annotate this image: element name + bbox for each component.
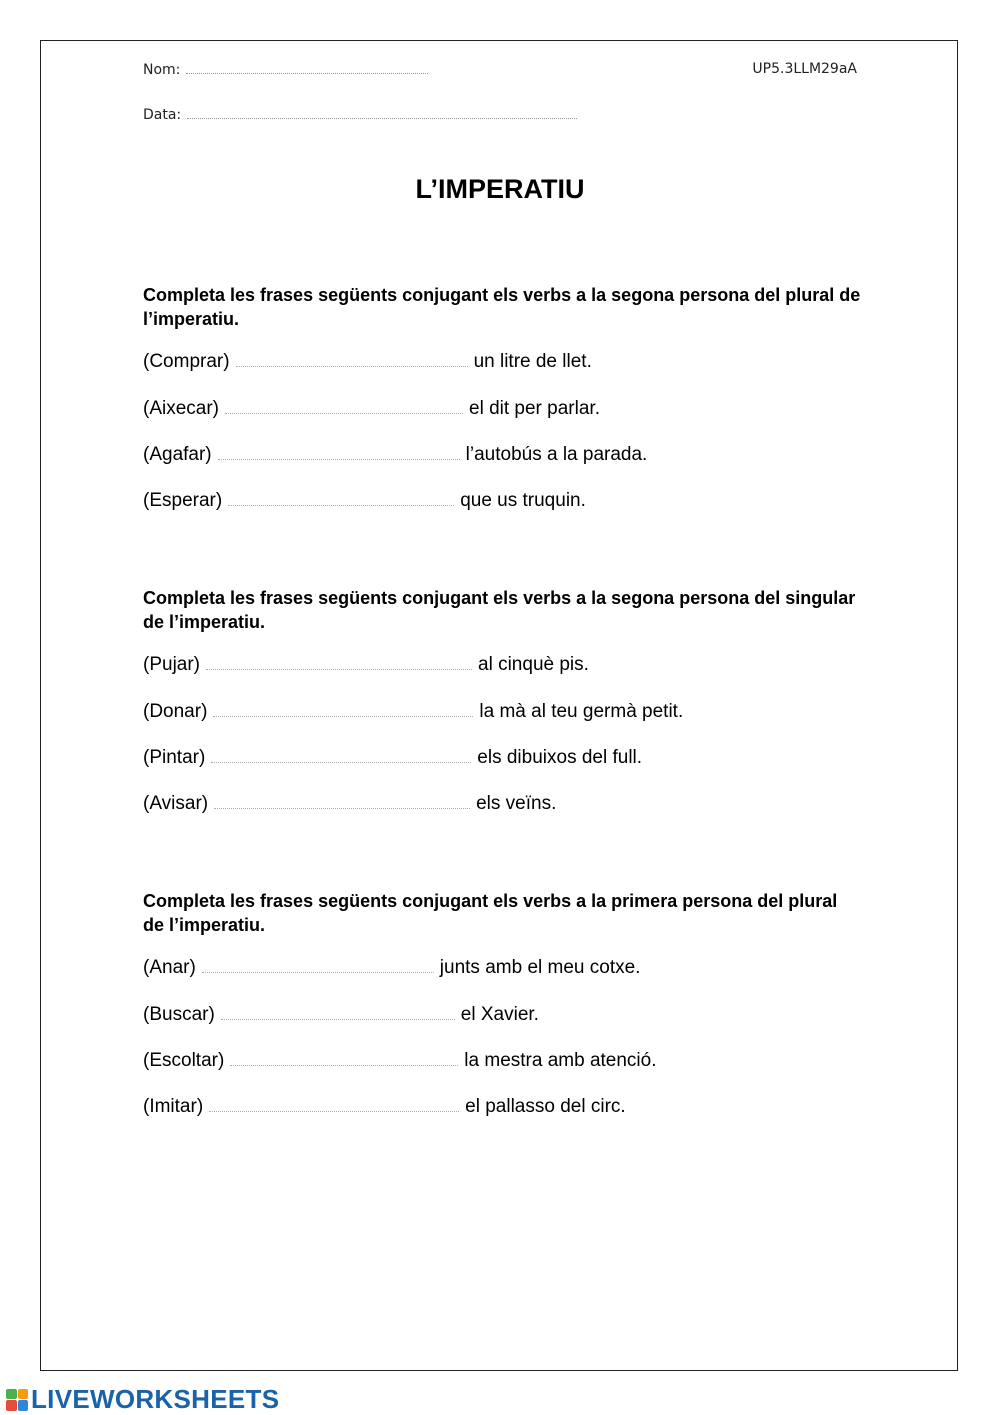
name-label: Nom: [143,62,181,78]
exercise-row [143,444,647,466]
sentence-rest: els veïns. [476,793,557,814]
sentence-rest: el pallasso del circ. [465,1096,626,1117]
sentence-rest: junts amb el meu cotxe. [439,957,641,978]
answer-blank[interactable] [213,702,473,717]
answer-blank[interactable] [206,655,472,670]
sentence-rest: l’autobús a la parada. [465,444,648,465]
exercise-row [143,793,556,815]
name-field [143,61,428,78]
answer-blank[interactable] [230,1051,458,1066]
verb-hint: (Buscar) [143,1004,215,1025]
exercise-row [143,1050,657,1072]
answer-blank[interactable] [218,445,460,460]
verb-hint: (Avisar) [143,793,209,814]
sentence-rest: que us truquin. [460,490,586,511]
sentence-rest: el Xavier. [460,1004,539,1025]
verb-hint: (Donar) [143,701,208,722]
sentence-rest: el dit per parlar. [469,398,600,419]
verb-hint: (Comprar) [143,351,230,372]
verb-hint: (Escoltar) [143,1050,225,1071]
exercise-row [143,654,589,676]
exercise-row [143,1004,539,1026]
section-1-instruction: Completa les frases següents conjugant els verbs a la segona persona del plural de l’imperatiu. [143,285,861,329]
exercise-row [143,351,592,373]
sentence-rest: els dibuixos del full. [477,747,643,768]
verb-hint: (Aixecar) [143,398,220,419]
section-3-instruction: Completa les frases següents conjugant els verbs a la primera persona del plural de l’imperatiu. [143,891,838,935]
answer-blank[interactable] [225,399,463,414]
answer-blank[interactable] [202,958,434,973]
answer-blank[interactable] [228,491,454,506]
verb-hint: (Esperar) [143,490,223,511]
verb-hint: (Pujar) [143,654,201,675]
sentence-rest: un litre de llet. [473,351,592,372]
logo-text: LIVEWORKSHEETS [31,1384,280,1414]
answer-blank[interactable] [221,1005,455,1020]
date-field [143,106,577,123]
worksheet-code: UP5.3LLM29aA [752,61,857,77]
exercise-row [143,398,600,420]
sentence-rest: al cinquè pis. [478,654,589,675]
exercise-row [143,747,642,769]
page-title: L’IMPERATIU [415,174,585,204]
name-input[interactable] [186,61,428,74]
answer-blank[interactable] [236,352,468,367]
section-2-instruction: Completa les frases següents conjugant els verbs a la segona persona del singular de l’imperatiu. [143,588,856,632]
exercise-row [143,701,683,723]
date-label: Data: [143,107,182,123]
answer-blank[interactable] [214,794,470,809]
answer-blank[interactable] [211,748,471,763]
exercise-row [143,490,586,512]
logo-blocks-icon [6,1389,28,1411]
verb-hint: (Imitar) [143,1096,204,1117]
exercise-row [143,957,640,979]
sentence-rest: la mestra amb atenció. [464,1050,657,1071]
answer-blank[interactable] [209,1097,459,1112]
exercise-row [143,1096,626,1118]
verb-hint: (Pintar) [143,747,206,768]
verb-hint: (Agafar) [143,444,212,465]
liveworksheets-logo [6,1384,279,1415]
sentence-rest: la mà al teu germà petit. [479,701,684,722]
verb-hint: (Anar) [143,957,196,978]
date-input[interactable] [187,106,577,119]
